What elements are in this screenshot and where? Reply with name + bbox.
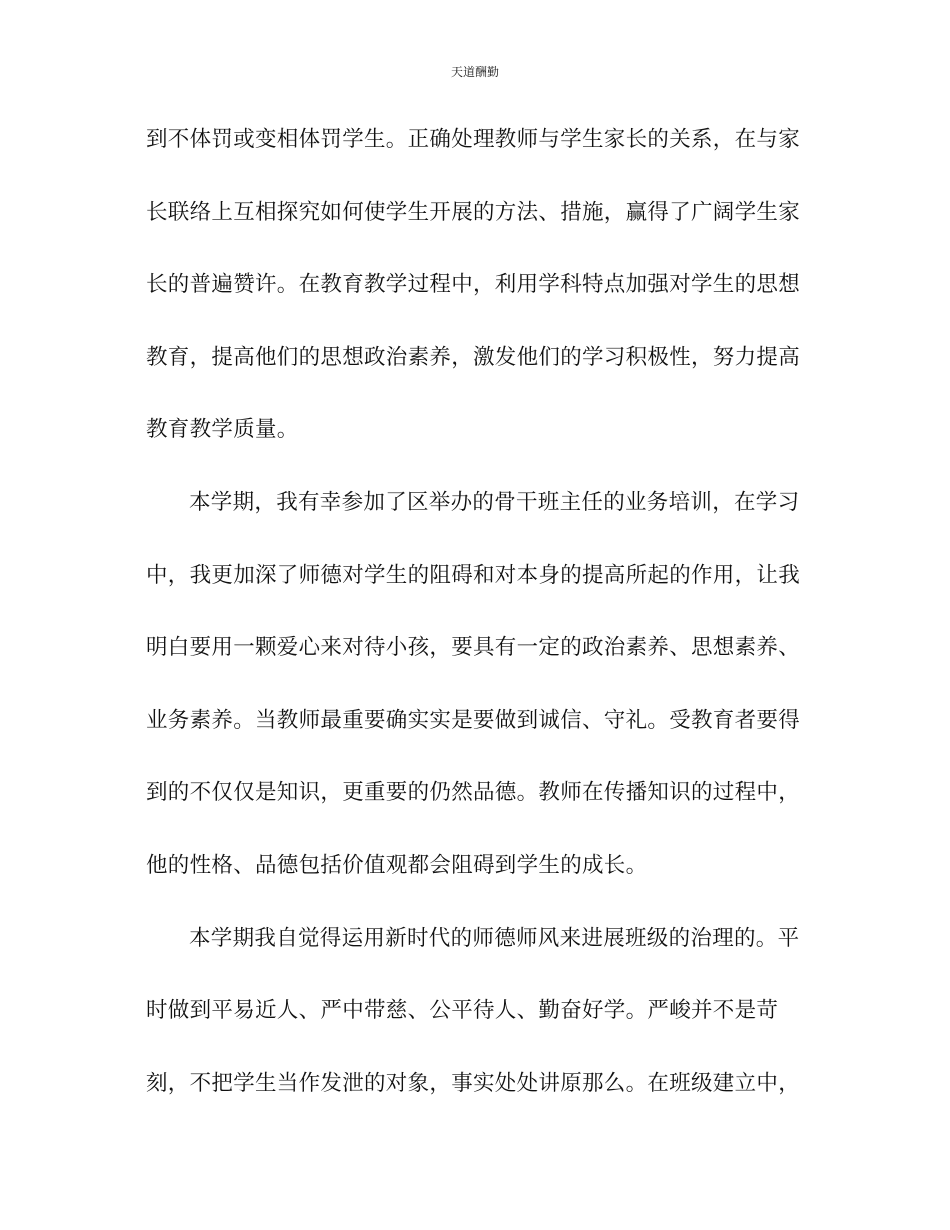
text-line: 教育教学质量。 [146,417,299,443]
text-line: 长联络上互相探究如何使学生开展的方法、措施，赢得了广阔学生家 [146,199,801,225]
page-header: 天道酬勤 [450,65,499,79]
text-line: 明白要用一颗爱心来对待小孩，要具有一定的政治素养、思想素养、 [146,635,801,661]
paragraph-start-line: 本学期我自觉得运用新时代的师德师风来进展班级的治理的。平 [189,925,800,951]
text-line: 业务素养。当教师最重要确实实是要做到诚信、守礼。受教育者要得 [146,707,801,733]
body-text [146,120,806,1136]
text-line: 他的性格、品德包括价值观都会阻碍到学生的成长。 [146,852,648,878]
text-line: 时做到平易近人、严中带慈、公平待人、勤奋好学。严峻并不是苛 [146,998,779,1024]
paragraph-start-line: 本学期，我有幸参加了区举办的骨干班主任的业务培训，在学习 [189,489,800,515]
text-line: 中，我更加深了师德对学生的阻碍和对本身的提高所起的作用，让我 [146,562,801,588]
text-line: 到不体罚或变相体罚学生。正确处理教师与学生家长的关系，在与家 [146,127,801,152]
text-line: 教育，提高他们的思想政治素养，激发他们的学习积极性，努力提高 [146,344,801,370]
text-line: 长的普遍赞许。在教育教学过程中，利用学科特点加强对学生的思想 [146,272,801,298]
text-line: 刻，不把学生当作发泄的对象，事实处处讲原那么。在班级建立中， [146,1070,801,1096]
text-line: 到的不仅仅是知识，更重要的仍然品德。教师在传播知识的过程中， [146,780,801,806]
